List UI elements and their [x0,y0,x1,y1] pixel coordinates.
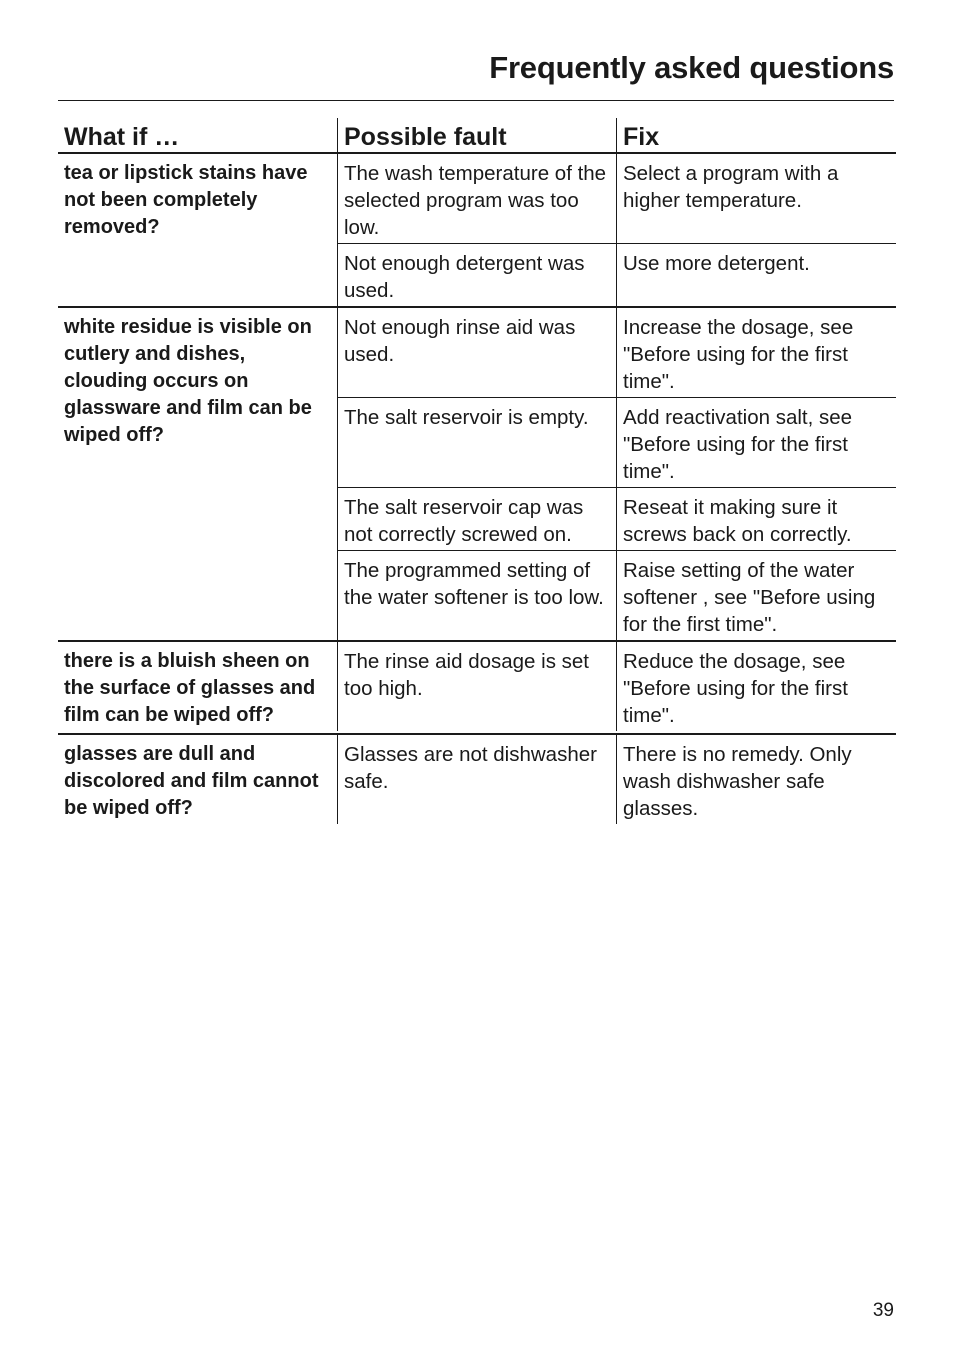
faq-group [58,308,896,642]
fix-cell: Select a program with a higher temperature. [616,154,896,243]
fix-cell: Use more detergent. [616,244,896,306]
fix-cell: Increase the dosage, see "Before using for the first time". [616,308,896,397]
fault-cell: The salt reservoir is empty. [337,398,616,487]
faq-group [58,154,896,308]
title-divider [58,100,894,101]
header-what-if: What if … [64,123,180,151]
fault-cell: Not enough rinse aid was used. [337,308,616,397]
fault-fix-list [337,735,896,826]
faq-group [58,735,896,826]
page-number: 39 [872,1300,894,1321]
fault-cell: The programmed setting of the water softener is too low. [337,551,616,640]
fix-cell: Reseat it making sure it screws back on correctly. [616,488,896,550]
fault-cell: The wash temperature of the selected program was too low. [337,154,616,243]
question-cell: glasses are dull and discolored and film cannot be wiped off? [64,743,319,819]
fault-cell: Glasses are not dishwasher safe. [337,735,616,824]
page-title: Frequently asked questions [489,50,894,85]
question-cell: there is a bluish sheen on the surface of glasses and film can be wiped off? [64,650,316,726]
table-row [337,735,896,824]
table-row [337,154,896,243]
header-fix: Fix [616,118,896,152]
table-row [337,243,896,306]
table-row [337,308,896,397]
table-row [337,487,896,550]
header-possible-fault: Possible fault [337,118,616,152]
question-cell: tea or lipstick stains have not been completely removed? [64,162,308,238]
fix-cell: Reduce the dosage, see "Before using for the first time". [616,642,896,731]
table-row [337,550,896,640]
fault-cell: Not enough detergent was used. [337,244,616,306]
fault-fix-list [337,642,896,733]
fault-fix-list [337,308,896,640]
table-row [337,642,896,731]
table-header-row [58,118,896,154]
fix-cell: Raise setting of the water softener , see "Before using for the first time". [616,551,896,640]
fault-fix-list [337,154,896,306]
faq-table [58,118,896,826]
table-row [337,397,896,487]
fix-cell: There is no remedy. Only wash dishwasher safe glasses. [616,735,896,824]
fault-cell: The rinse aid dosage is set too high. [337,642,616,731]
faq-group [58,642,896,735]
fault-cell: The salt reservoir cap was not correctly screwed on. [337,488,616,550]
question-cell: white residue is visible on cutlery and dishes, clouding occurs on glassware and film can be wiped off? [64,316,312,446]
fix-cell: Add reactivation salt, see "Before using for the first time". [616,398,896,487]
